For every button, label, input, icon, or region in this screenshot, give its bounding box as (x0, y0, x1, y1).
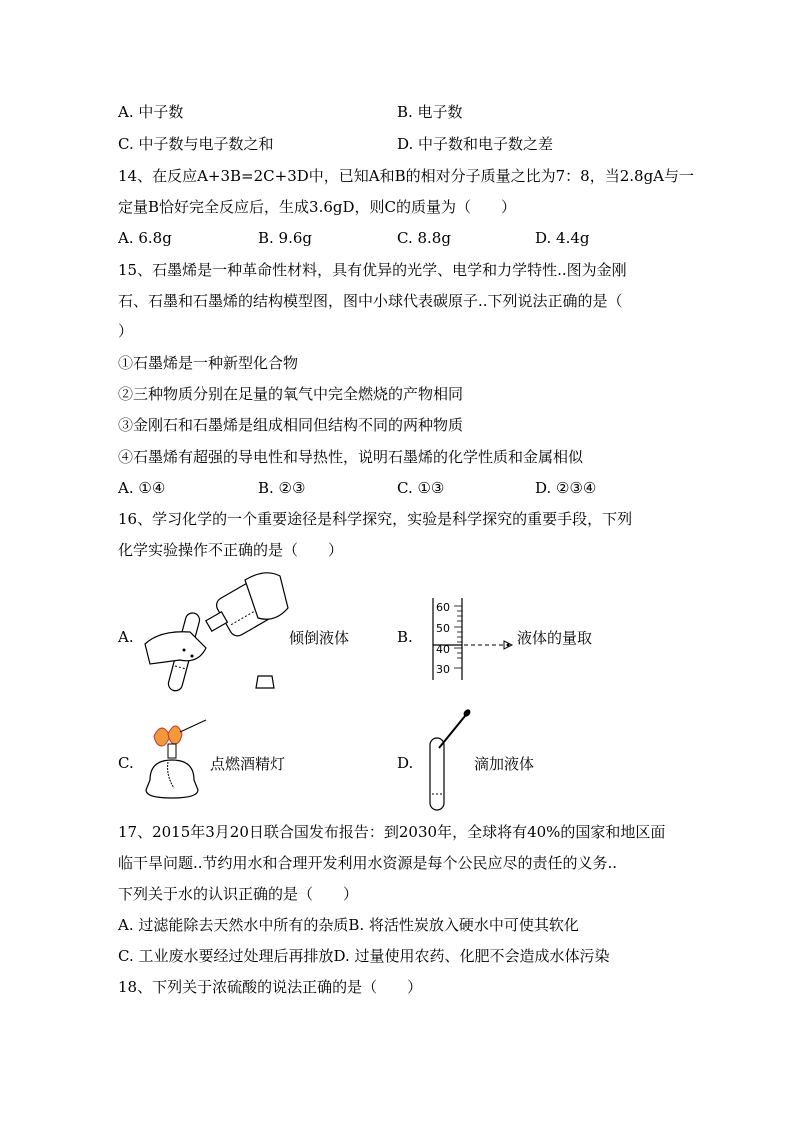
q15-option-c: C. ①③ (397, 479, 445, 497)
q14-option-a: A. 6.8g (118, 229, 172, 247)
q14-stem-line2: 定量B恰好完全反应后，生成3.6gD，则C的质量为（ ） (118, 198, 516, 216)
q16-stem-line1: 16、学习化学的一个重要途径是科学探究，实验是科学探究的重要手段，下列 (118, 510, 633, 528)
dropper-test-tube-illustration (425, 708, 475, 812)
q13-option-b: B. 电子数 (397, 103, 463, 121)
q15-statement-2: ②三种物质分别在足量的氧气中完全燃烧的产物相同 (118, 385, 464, 403)
q16-option-b-letter: B. (397, 628, 413, 646)
q16-option-a-letter: A. (118, 628, 134, 646)
q15-option-b: B. ②③ (258, 479, 306, 497)
q13-option-a: A. 中子数 (118, 103, 184, 121)
q15-statement-1: ①石墨烯是一种新型化合物 (118, 354, 299, 372)
cylinder-tick-30: 30 (436, 663, 450, 676)
q16-stem-line2: 化学实验操作不正确的是（ ） (118, 541, 344, 559)
q18-stem-line1: 18、下列关于浓硫酸的说法正确的是（ ） (118, 978, 423, 996)
q15-option-d: D. ②③④ (535, 479, 597, 497)
q15-statement-3: ③金刚石和石墨烯是组成相同但结构不同的两种物质 (118, 416, 464, 434)
q17-options-ab: A. 过滤能除去天然水中所有的杂质B. 将活性炭放入硬水中可使其软化 (118, 916, 579, 934)
cylinder-tick-60: 60 (436, 601, 450, 614)
q16-option-d-letter: D. (397, 754, 414, 772)
pouring-liquid-illustration (140, 568, 290, 696)
q13-option-c: C. 中子数与电子数之和 (118, 135, 274, 153)
q17-stem-line1: 17、2015年3月20日联合国发布报告：到2030年，全球将有40%的国家和地区面 (118, 823, 666, 841)
q14-option-d: D. 4.4g (535, 229, 590, 247)
q15-stem-line2: 石、石墨和石墨烯的结构模型图，图中小球代表碳原子..下列说法正确的是（ (118, 292, 623, 310)
q16-option-a-caption: 倾倒液体 (289, 629, 350, 647)
q15-stem-line3: ） (118, 322, 134, 340)
q15-statement-4: ④石墨烯有超强的导电性和导热性，说明石墨烯的化学性质和金属相似 (118, 448, 584, 466)
q17-stem-line2: 临干旱问题..节约用水和合理开发利用水资源是每个公民应尽的责任的义务.. (118, 854, 618, 872)
q15-option-a: A. ①④ (118, 479, 166, 497)
q13-option-d: D. 中子数和电子数之差 (397, 135, 554, 153)
alcohol-lamp-illustration (140, 718, 210, 808)
cylinder-tick-50: 50 (436, 622, 450, 635)
q17-options-cd: C. 工业废水要经过处理后再排放D. 过量使用农药、化肥不会造成水体污染 (118, 947, 610, 965)
q16-option-c-letter: C. (118, 754, 134, 772)
q14-option-b: B. 9.6g (258, 229, 313, 247)
q15-stem-line1: 15、石墨烯是一种革命性材料，具有优异的光学、电学和力学特性..图为金刚 (118, 261, 627, 279)
q14-stem-line1: 14、在反应A+3B=2C+3D中，已知A和B的相对分子质量之比为7：8，当2.8gA与一 (118, 167, 695, 185)
q16-option-d-caption: 滴加液体 (474, 755, 535, 773)
cylinder-tick-40: 40 (436, 643, 450, 656)
q17-stem-line3: 下列关于水的认识正确的是（ ） (118, 885, 359, 903)
q16-option-b-caption: 液体的量取 (517, 629, 593, 647)
q16-option-c-caption: 点燃酒精灯 (210, 755, 286, 773)
q14-option-c: C. 8.8g (397, 229, 451, 247)
